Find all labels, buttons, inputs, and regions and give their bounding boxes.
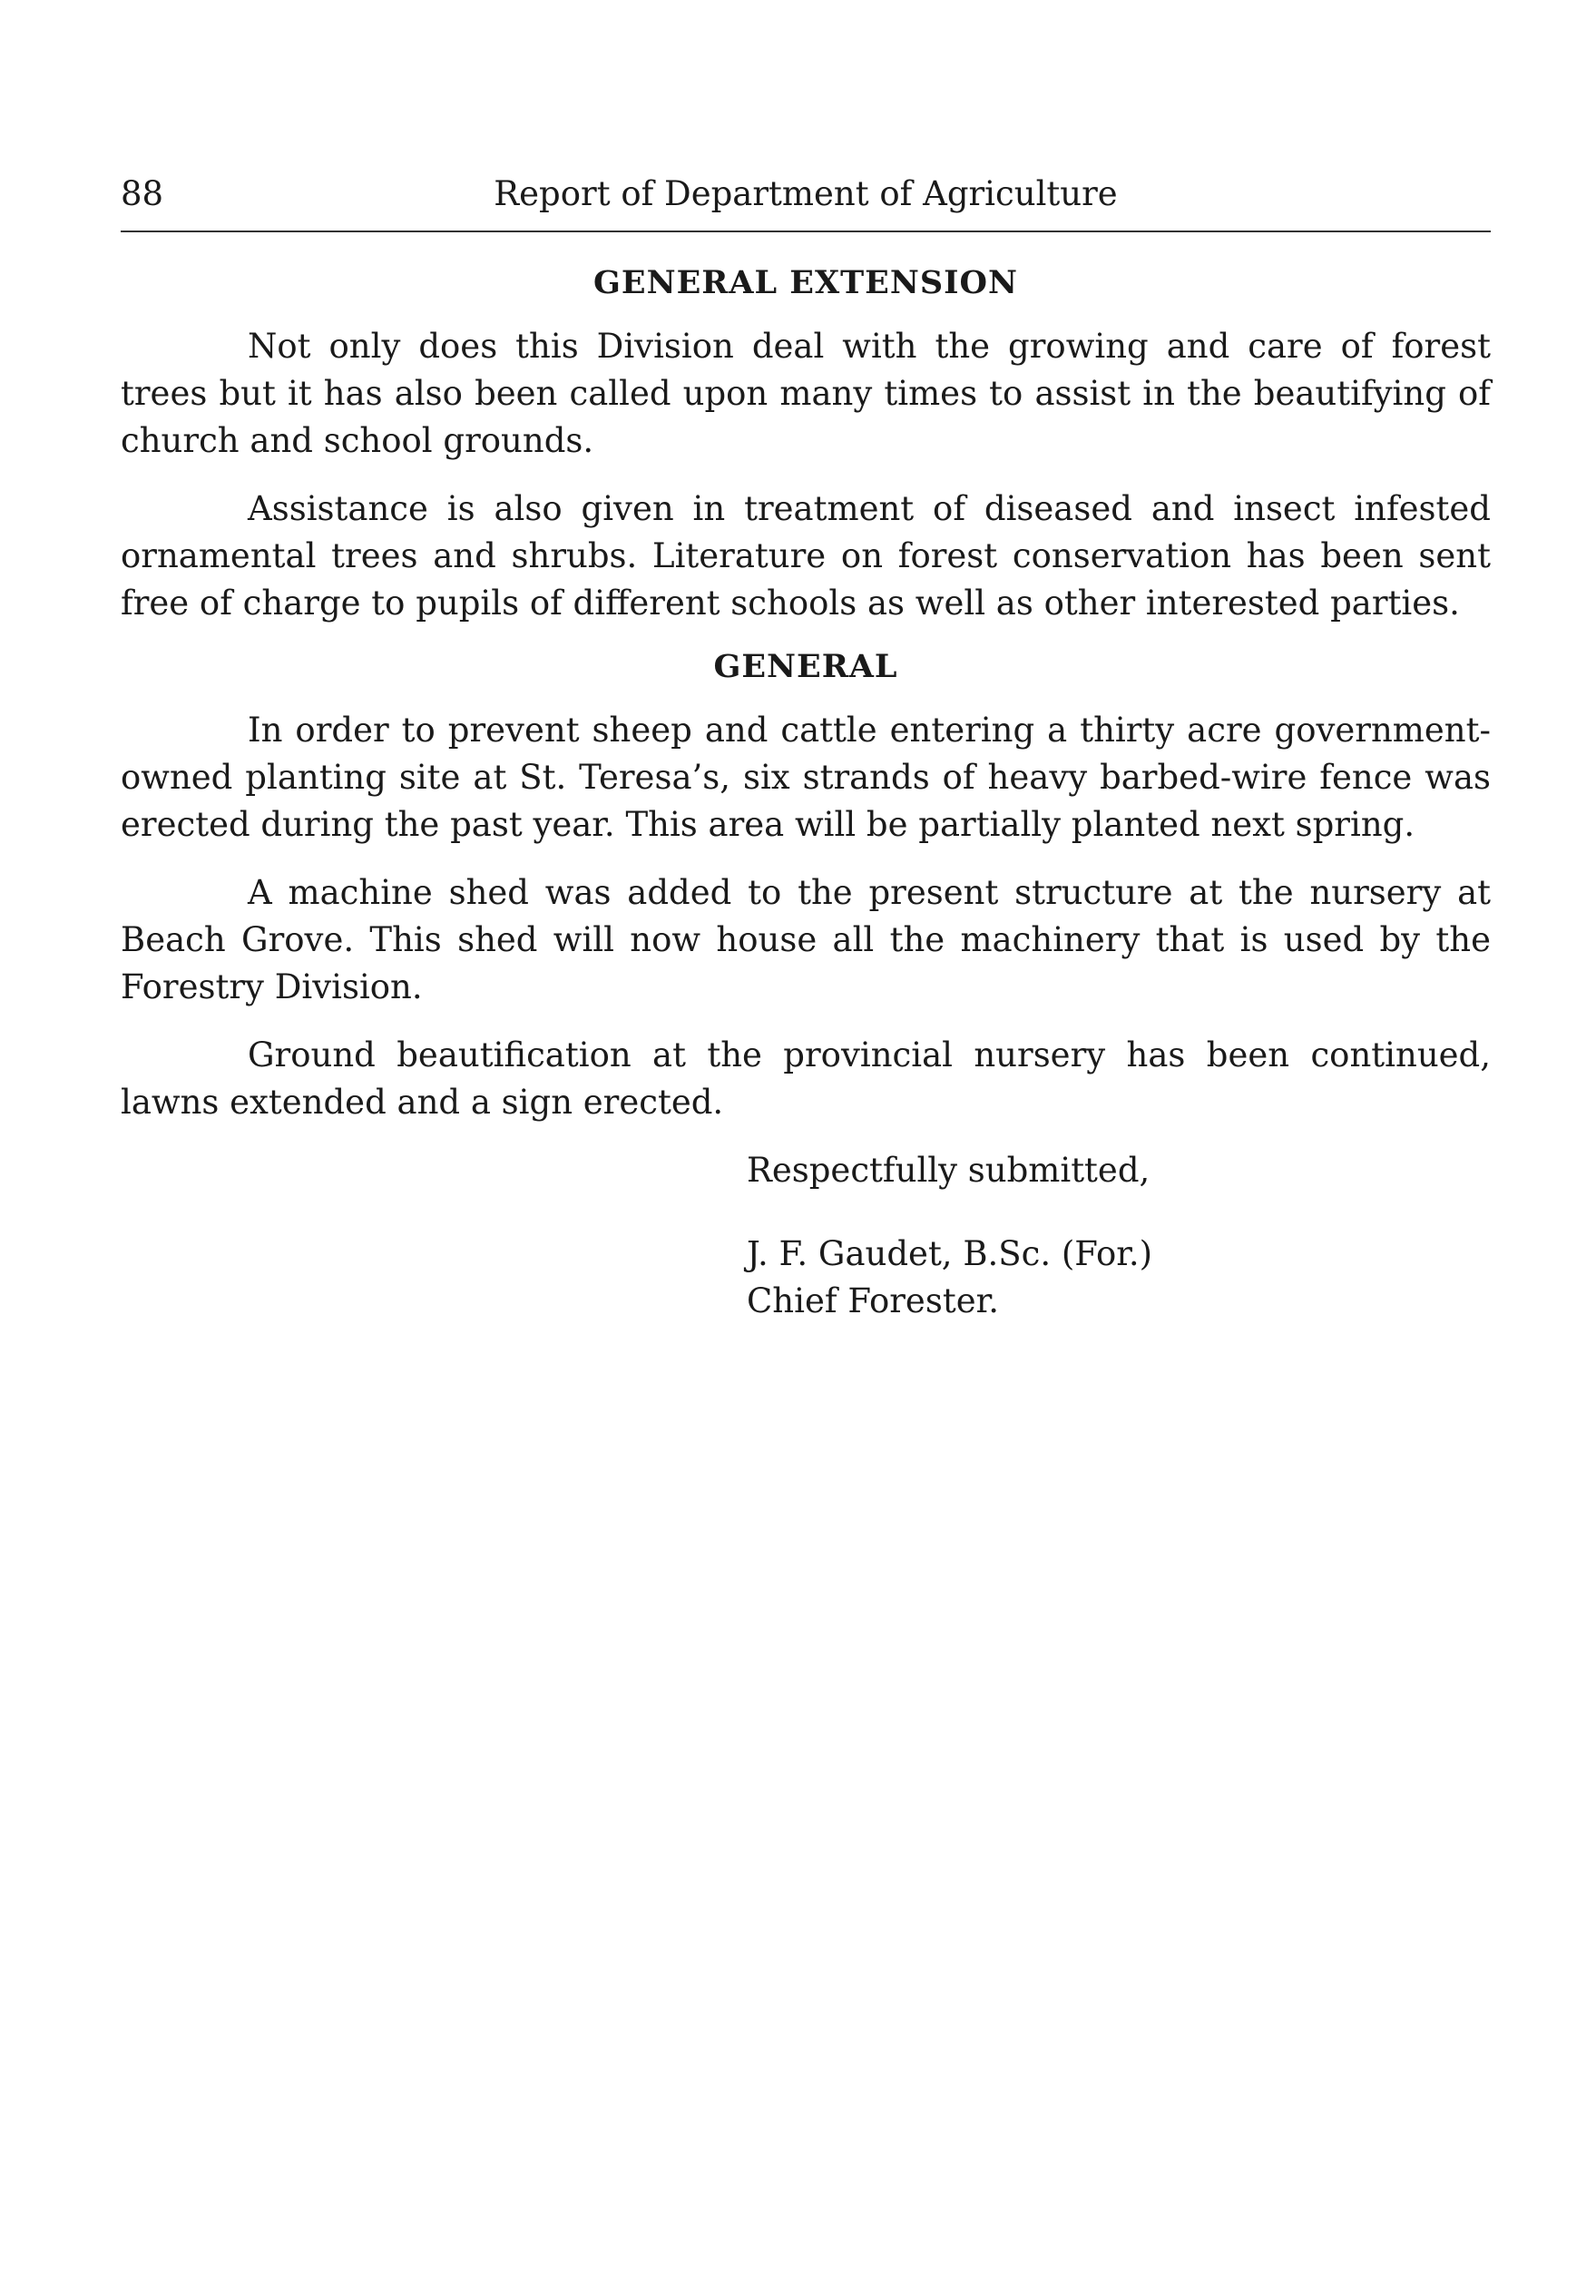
- paragraph: A machine shed was added to the present structure at the nursery at Beach Grove. This shed will now house all the machinery that is used by the Forestry Division.: [121, 873, 1491, 1006]
- paragraph: In order to prevent sheep and cattle entering a thirty acre government-owned planting site at St. Teresa’s, six strands of heavy barbed-wire fence was erected during the past year. This area will be partially planted next spring.: [121, 711, 1491, 844]
- header-rule: [121, 231, 1491, 232]
- section-heading-general: GENERAL: [713, 648, 898, 685]
- paragraph: Assistance is also given in treatment of diseased and insect infested ornamental trees and shrubs. Literature on forest conservation has been sent free of charge to pupils of different schools as well as other interested parties.: [121, 489, 1491, 623]
- page-number: 88: [121, 174, 164, 213]
- signature-title: Chief Forester.: [747, 1281, 999, 1320]
- page-header: [121, 169, 1491, 220]
- document-body: [121, 260, 1491, 1325]
- paragraph: Ground beautification at the provincial nursery has been continued, lawns extended and a sign erected.: [121, 1035, 1491, 1122]
- signature-block: [747, 1147, 1491, 1325]
- signature-closing: Respectfully submitted,: [747, 1151, 1150, 1190]
- running-head: Report of Department of Agriculture: [494, 174, 1118, 213]
- paragraph: Not only does this Division deal with the growing and care of forest trees but it has also been called upon many times to assist in the beautifying of church and school grounds.: [121, 327, 1491, 460]
- section-heading-general-extension: GENERAL EXTENSION: [593, 264, 1018, 301]
- signature-name: J. F. Gaudet, B.Sc. (For.): [747, 1234, 1153, 1273]
